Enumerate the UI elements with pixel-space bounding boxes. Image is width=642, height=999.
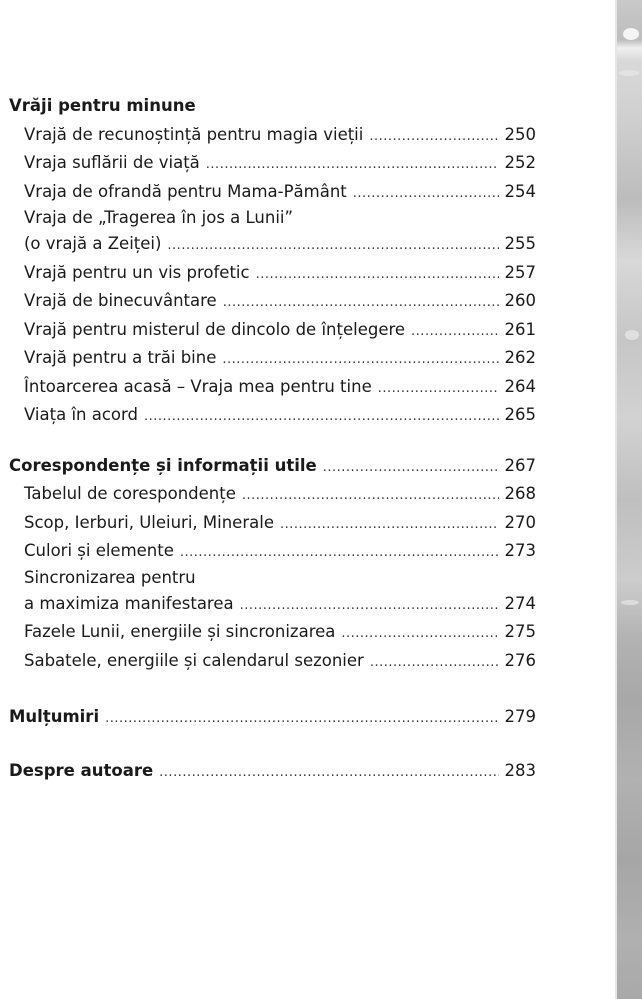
toc-section-heading[interactable] [9, 452, 536, 481]
page-number: 261 [504, 319, 536, 339]
toc-entry[interactable]: Vrajă pentru a trăi bine ..... 262 [9, 344, 536, 373]
page-number: 279 [504, 707, 536, 726]
toc-entry[interactable]: Tabelul de corespondențe ..... 268 [9, 480, 536, 509]
page-number: 274 [504, 593, 536, 613]
toc-section-heading[interactable] [9, 757, 536, 786]
toc-entry[interactable]: Vrajă pentru misterul de dincolo de înțelegere ..... 261 [9, 316, 536, 345]
section-title: Despre autoare [9, 760, 154, 780]
page-number: 275 [504, 622, 536, 641]
page-number: 270 [504, 512, 536, 532]
section-title: Corespondențe și informații utile [9, 455, 317, 475]
toc-entry[interactable]: Fazele Lunii, energiile și sincronizarea ..... 275 [9, 618, 536, 647]
toc-section-heading[interactable] [9, 703, 536, 732]
page-number: 254 [504, 181, 536, 201]
toc-entry[interactable]: Întoarcerea acasă – Vraja mea pentru tine ..... 264 [9, 373, 536, 402]
toc-entry-line1[interactable]: Sincronizarea pentru [24, 567, 196, 587]
dot-leader [369, 123, 498, 152]
dot-leader [256, 261, 499, 290]
spacer [9, 732, 536, 757]
dot-leader [378, 375, 499, 404]
dot-leader [411, 318, 498, 347]
dot-leader [242, 482, 499, 511]
illustration-detail [621, 600, 639, 605]
toc-entry[interactable]: Vrajă pentru un vis profetic ..... 257 [9, 259, 536, 288]
page-number: 252 [504, 153, 536, 172]
page-number: 262 [504, 348, 536, 367]
illustration-detail [623, 28, 639, 40]
page-number: 283 [504, 760, 536, 780]
dot-leader [323, 454, 499, 483]
spacer [9, 430, 536, 452]
page-number: 255 [504, 234, 536, 253]
page-number: 257 [504, 262, 536, 282]
page-number: 276 [504, 650, 536, 670]
toc-entry[interactable]: (o vrajă a Zeiței) ..... 255 [9, 230, 536, 259]
dot-leader [222, 346, 498, 375]
dot-leader [167, 232, 498, 261]
table-of-contents [9, 92, 536, 785]
illustration-detail [625, 330, 639, 340]
section-title: Mulțumiri [9, 707, 100, 726]
cover-illustration-edge [615, 0, 642, 999]
dot-leader [280, 511, 499, 540]
dot-leader [370, 649, 499, 678]
dot-leader [353, 180, 499, 209]
toc-entry[interactable]: Scop, Ierburi, Uleiuri, Minerale ..... 270 [9, 509, 536, 538]
page-number: 264 [504, 376, 536, 396]
dot-leader [105, 705, 498, 734]
illustration-detail [619, 70, 639, 76]
toc-entry[interactable]: Vrajă de recunoștință pentru magia vieții ..... 250 [9, 121, 536, 150]
dot-leader [206, 151, 499, 180]
dot-leader [180, 539, 499, 568]
page-number: 250 [504, 124, 536, 144]
dot-leader [240, 592, 499, 621]
toc-entry-line1[interactable]: Vraja de „Tragerea în jos a Lunii” [24, 208, 294, 227]
page-number: 268 [504, 484, 536, 503]
toc-entry[interactable]: Viața în acord ..... 265 [9, 401, 536, 430]
page-number: 267 [504, 455, 536, 475]
page-number: 273 [504, 541, 536, 560]
toc-entry[interactable]: Culori și elemente ..... 273 [9, 537, 536, 566]
page-number: 265 [504, 405, 536, 424]
toc-entry[interactable]: Vrajă de binecuvântare ..... 260 [9, 287, 536, 316]
dot-leader [223, 289, 499, 318]
toc-entry[interactable]: Vraja suflării de viață ..... 252 [9, 149, 536, 178]
spacer [9, 675, 536, 703]
toc-entry[interactable]: a maximiza manifestarea ..... 274 [9, 590, 536, 619]
dot-leader [144, 403, 499, 432]
toc-section-heading[interactable] [9, 92, 536, 121]
dot-leader [341, 620, 498, 649]
dot-leader [159, 759, 498, 788]
toc-entry[interactable]: Vraja de ofrandă pentru Mama-Pământ ..... 254 [9, 178, 536, 207]
page-number: 260 [504, 291, 536, 310]
section-title: Vrăji pentru minune [9, 96, 196, 115]
toc-entry[interactable]: Sabatele, energiile și calendarul sezonier ..... 276 [9, 647, 536, 676]
